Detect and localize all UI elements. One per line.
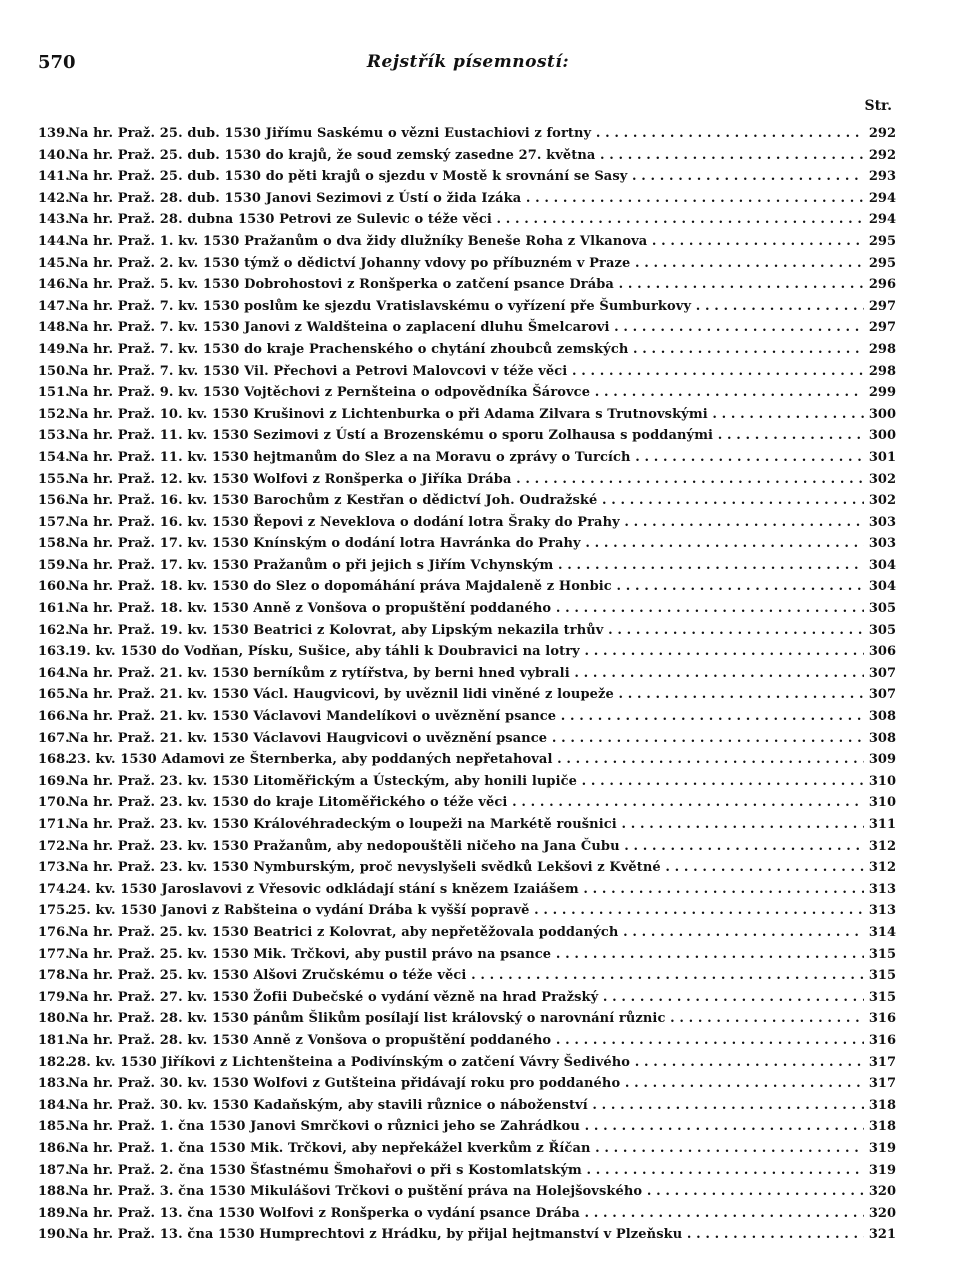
entry-description: Na hr. Praž. 28. dubna 1530 Petrovi ze Sulevic o téže věci . . . <box>68 209 864 231</box>
entry-description: Na hr. Praž. 25. kv. 1530 Mik. Trčkovi, aby pustil právo na psance . . . <box>68 944 864 966</box>
list-item <box>38 533 896 555</box>
entry-description: Na hr. Praž. 13. čna 1530 Wolfovi z Ronšperka o vydání psance Drába . . . <box>68 1203 864 1225</box>
list-item <box>38 166 896 188</box>
list-item <box>38 965 896 987</box>
entry-number: 187. <box>38 1162 70 1178</box>
entry-page: 302 <box>868 493 896 509</box>
entry-number: 150. <box>38 363 70 379</box>
entry-description: 24. kv. 1530 Jaroslavovi z Vřesovic odkládají stání s knězem Izaiášem . . . <box>68 879 864 901</box>
entry-number: 180. <box>38 1011 70 1027</box>
list-item <box>38 555 896 577</box>
entry-number: 162. <box>38 622 70 638</box>
entry-number: 155. <box>38 471 70 487</box>
entry-number: 176. <box>38 924 70 940</box>
entry-page: 306 <box>868 644 896 660</box>
list-item <box>38 900 896 922</box>
entry-description: Na hr. Praž. 30. kv. 1530 Wolfovi z Gutšteina přidávají roku pro poddaného . . . <box>68 1073 864 1095</box>
entry-page: 310 <box>868 795 896 811</box>
entry-page: 298 <box>868 341 896 357</box>
entry-number: 181. <box>38 1032 70 1048</box>
entry-description: Na hr. Praž. 25. dub. 1530 do krajů, že soud zemský zasedne 27. května . . . <box>68 145 864 167</box>
entry-number: 184. <box>38 1097 70 1113</box>
list-item <box>38 792 896 814</box>
entry-description: Na hr. Praž. 18. kv. 1530 do Slez o dopomáhání práva Majdaleně z Honbic . . . <box>68 576 864 598</box>
entry-description: Na hr. Praž. 25. dub. 1530 do pěti krajů o sjezdu v Mostě k srovnání se Sasy . . . <box>68 166 864 188</box>
entry-number: 145. <box>38 255 70 271</box>
list-item <box>38 771 896 793</box>
entry-page: 297 <box>868 298 896 314</box>
entry-page: 304 <box>868 579 896 595</box>
entry-page: 297 <box>868 320 896 336</box>
entry-description: Na hr. Praž. 19. kv. 1530 Beatrici z Kolovrat, aby Lipským nekazila trhův . . . <box>68 620 864 642</box>
list-item <box>38 404 896 426</box>
entry-description: Na hr. Praž. 21. kv. 1530 Václavovi Haugvicovi o uvěznění psance . . . <box>68 728 864 750</box>
list-item <box>38 576 896 598</box>
entry-description: Na hr. Praž. 27. kv. 1530 Žofii Dubečské o vydání vězně na hrad Pražský . . . <box>68 987 864 1009</box>
entry-page: 294 <box>868 212 896 228</box>
entry-page: 307 <box>868 665 896 681</box>
entry-page: 317 <box>868 1076 896 1092</box>
entry-description: Na hr. Praž. 21. kv. 1530 Václavovi Mandelíkovi o uvěznění psance . . . <box>68 706 864 728</box>
entry-number: 140. <box>38 147 70 163</box>
entry-page: 319 <box>868 1140 896 1156</box>
list-item <box>38 512 896 534</box>
entry-number: 142. <box>38 190 70 206</box>
entry-page: 316 <box>868 1011 896 1027</box>
entry-description: Na hr. Praž. 10. kv. 1530 Krušinovi z Lichtenburka o při Adama Zilvara s Trutnovskými . . . <box>68 404 864 426</box>
entry-page: 315 <box>868 946 896 962</box>
entry-page: 301 <box>868 449 896 465</box>
entry-page: 313 <box>868 903 896 919</box>
entry-description: Na hr. Praž. 2. čna 1530 Šťastnému Šmohařovi o při s Kostomlatským . . . <box>68 1160 864 1182</box>
entry-number: 161. <box>38 601 70 617</box>
entry-page: 319 <box>868 1162 896 1178</box>
entry-number: 156. <box>38 493 70 509</box>
entry-number: 179. <box>38 989 70 1005</box>
list-item <box>38 469 896 491</box>
entry-description: Na hr. Praž. 25. dub. 1530 Jiřímu Saskému o vězni Eustachiovi z fortny . . . <box>68 123 864 145</box>
entry-description: Na hr. Praž. 28. dub. 1530 Janovi Sezimovi z Ústí o žida Izáka . . . <box>68 188 864 210</box>
list-item <box>38 641 896 663</box>
entry-list <box>38 123 896 1246</box>
list-item <box>38 1203 896 1225</box>
list-item <box>38 836 896 858</box>
entry-number: 152. <box>38 406 70 422</box>
entry-description: Na hr. Praž. 7. kv. 1530 do kraje Prachenského o chytání zhoubců zemských . . . <box>68 339 864 361</box>
entry-description: Na hr. Praž. 30. kv. 1530 Kadaňským, aby stavili různice o náboženství . . . <box>68 1095 864 1117</box>
entry-page: 315 <box>868 968 896 984</box>
entry-description: Na hr. Praž. 18. kv. 1530 Anně z Vonšova o propuštění poddaného . . . <box>68 598 864 620</box>
entry-number: 188. <box>38 1184 70 1200</box>
entry-page: 308 <box>868 709 896 725</box>
entry-number: 139. <box>38 126 70 141</box>
entry-number: 167. <box>38 730 70 746</box>
entry-page: 305 <box>868 601 896 617</box>
entry-page: 318 <box>868 1097 896 1113</box>
entry-page: 313 <box>868 881 896 897</box>
entry-description: Na hr. Praž. 23. kv. 1530 Královéhradeckým o loupeži na Markétě roušnici . . . <box>68 814 864 836</box>
entry-page: 318 <box>868 1119 896 1135</box>
entry-number: 173. <box>38 860 70 876</box>
entry-number: 186. <box>38 1140 70 1156</box>
entry-description: Na hr. Praž. 11. kv. 1530 Sezimovi z Ústí a Brozenskému o sporu Zolhausa s poddanými . . . <box>68 425 864 447</box>
entry-page: 299 <box>868 385 896 401</box>
entry-page: 304 <box>868 557 896 573</box>
list-item <box>38 1116 896 1138</box>
entry-description: Na hr. Praž. 21. kv. 1530 berníkům z rytířstva, by berni hned vybrali . . . <box>68 663 864 685</box>
entry-description: 25. kv. 1530 Janovi z Rabšteina o vydání Drába k vyšší popravě . . . <box>68 900 864 922</box>
entry-description: Na hr. Praž. 17. kv. 1530 Knínským o dodání lotra Havránka do Prahy . . . <box>68 533 864 555</box>
entry-number: 153. <box>38 428 70 444</box>
entry-description: Na hr. Praž. 12. kv. 1530 Wolfovi z Ronšperka o Jiříka Drába . . . <box>68 469 864 491</box>
entry-description: Na hr. Praž. 25. kv. 1530 Alšovi Zručskému o téže věci . . . <box>68 965 864 987</box>
entry-page: 307 <box>868 687 896 703</box>
entry-description: Na hr. Praž. 1. čna 1530 Mik. Trčkovi, aby nepřekážel kverkům z Říčan . . . <box>68 1138 864 1160</box>
entry-page: 295 <box>868 255 896 271</box>
entry-description: Na hr. Praž. 3. čna 1530 Mikulášovi Trčkovi o puštění práva na Holejšovského . . . <box>68 1181 864 1203</box>
list-item <box>38 1052 896 1074</box>
list-item <box>38 188 896 210</box>
list-item <box>38 987 896 1009</box>
list-item <box>38 123 896 145</box>
list-item <box>38 490 896 512</box>
entry-description: Na hr. Praž. 21. kv. 1530 Václ. Haugvicovi, by uvěznil lidi viněné z loupeže . . . <box>68 684 864 706</box>
entry-number: 154. <box>38 449 70 465</box>
entry-page: 292 <box>868 126 896 141</box>
entry-description: Na hr. Praž. 13. čna 1530 Humprechtovi z Hrádku, by přijal hejtmanství v Plzeňsku . . . <box>68 1224 864 1246</box>
entry-number: 146. <box>38 277 70 293</box>
entry-number: 166. <box>38 709 70 725</box>
entry-page: 320 <box>868 1205 896 1221</box>
list-item <box>38 1138 896 1160</box>
entry-description: Na hr. Praž. 2. kv. 1530 týmž o dědictví Johanny vdovy po příbuzném v Praze . . . <box>68 253 864 275</box>
entry-number: 178. <box>38 968 70 984</box>
entry-page: 320 <box>868 1184 896 1200</box>
page-header <box>38 52 898 82</box>
entry-page: 305 <box>868 622 896 638</box>
entry-number: 149. <box>38 341 70 357</box>
entry-description: Na hr. Praž. 28. kv. 1530 pánům Šlikům posílají list královský o narovnání různic . . . <box>68 1008 864 1030</box>
list-item <box>38 1073 896 1095</box>
entry-description: Na hr. Praž. 28. kv. 1530 Anně z Vonšova o propuštění poddaného . . . <box>68 1030 864 1052</box>
entry-page: 312 <box>868 860 896 876</box>
entry-page: 302 <box>868 471 896 487</box>
entry-page: 314 <box>868 924 896 940</box>
entry-description: Na hr. Praž. 1. kv. 1530 Pražanům o dva židy dlužníky Beneše Roha z Vlkanova . . . <box>68 231 864 253</box>
list-item <box>38 382 896 404</box>
list-item <box>38 339 896 361</box>
entry-number: 177. <box>38 946 70 962</box>
entry-page: 309 <box>868 752 896 768</box>
entry-number: 143. <box>38 212 70 228</box>
entry-number: 141. <box>38 169 70 185</box>
entry-page: 311 <box>868 817 896 832</box>
list-item <box>38 274 896 296</box>
entry-page: 294 <box>868 190 896 206</box>
entry-description: 19. kv. 1530 do Vodňan, Písku, Sušice, aby táhli k Doubravici na lotry . . . <box>68 641 864 663</box>
entry-page: 310 <box>868 773 896 789</box>
entry-page: 303 <box>868 536 896 552</box>
entry-page: 300 <box>868 428 896 444</box>
list-item <box>38 447 896 469</box>
list-item <box>38 663 896 685</box>
entry-page: 296 <box>868 277 896 293</box>
entry-number: 185. <box>38 1119 70 1135</box>
list-item <box>38 944 896 966</box>
list-item <box>38 209 896 231</box>
entry-description: Na hr. Praž. 1. čna 1530 Janovi Smrčkovi o různici jeho se Zahrádkou . . . <box>68 1116 864 1138</box>
list-item <box>38 231 896 253</box>
list-item <box>38 145 896 167</box>
entry-number: 172. <box>38 838 70 854</box>
list-item <box>38 728 896 750</box>
entry-description: Na hr. Praž. 7. kv. 1530 poslům ke sjezdu Vratislavskému o vyřízení pře Šumburkovy . . . <box>68 296 864 318</box>
entry-number: 157. <box>38 514 70 530</box>
list-item <box>38 598 896 620</box>
entry-number: 160. <box>38 579 70 595</box>
entry-description: 28. kv. 1530 Jiříkovi z Lichtenšteina a Podivínským o zatčení Vávry Šedivého . . . <box>68 1052 864 1074</box>
page-column-label: Str. <box>864 98 892 114</box>
entry-description: Na hr. Praž. 9. kv. 1530 Vojtěchovi z Pernšteina o odpovědníka Šárovce . . . <box>68 382 864 404</box>
entry-page: 293 <box>868 169 896 185</box>
page-number: 570 <box>38 52 76 73</box>
entry-page: 317 <box>868 1054 896 1070</box>
entry-number: 168. <box>38 752 70 768</box>
list-item <box>38 620 896 642</box>
entry-number: 190. <box>38 1227 70 1243</box>
entry-description: 23. kv. 1530 Adamovi ze Šternberka, aby poddaných nepřetahoval . . . <box>68 749 864 771</box>
list-item <box>38 253 896 275</box>
list-item <box>38 706 896 728</box>
entry-description: Na hr. Praž. 23. kv. 1530 do kraje Litoměřického o téže věci . . . <box>68 792 864 814</box>
entry-number: 170. <box>38 795 70 811</box>
list-item <box>38 749 896 771</box>
entry-page: 312 <box>868 838 896 854</box>
list-item <box>38 1160 896 1182</box>
page-title: Rejstřík písemností: <box>366 52 570 72</box>
entry-page: 321 <box>868 1227 896 1243</box>
entry-number: 163. <box>38 644 70 660</box>
list-item <box>38 684 896 706</box>
list-item <box>38 1181 896 1203</box>
entry-number: 182. <box>38 1054 70 1070</box>
entry-number: 174. <box>38 881 70 897</box>
entry-page: 303 <box>868 514 896 530</box>
entry-number: 183. <box>38 1076 70 1092</box>
entry-number: 144. <box>38 233 70 249</box>
list-item <box>38 1224 896 1246</box>
entry-description: Na hr. Praž. 5. kv. 1530 Dobrohostovi z Ronšperka o zatčení psance Drába . . . <box>68 274 864 296</box>
list-item <box>38 814 896 836</box>
list-item <box>38 317 896 339</box>
entry-description: Na hr. Praž. 17. kv. 1530 Pražanům o při jejich s Jiřím Vchynským . . . <box>68 555 864 577</box>
list-item <box>38 296 896 318</box>
list-item <box>38 857 896 879</box>
entry-description: Na hr. Praž. 23. kv. 1530 Pražanům, aby nedopouštěli ničeho na Jana Čubu . . . <box>68 836 864 858</box>
entry-number: 165. <box>38 687 70 703</box>
entry-page: 298 <box>868 363 896 379</box>
list-item <box>38 922 896 944</box>
entry-page: 295 <box>868 233 896 249</box>
entry-page: 316 <box>868 1032 896 1048</box>
entry-description: Na hr. Praž. 16. kv. 1530 Řepovi z Neveklova o dodání lotra Šraky do Prahy . . . <box>68 512 864 534</box>
list-item <box>38 425 896 447</box>
entry-number: 189. <box>38 1205 70 1221</box>
entry-page: 300 <box>868 406 896 422</box>
entry-description: Na hr. Praž. 7. kv. 1530 Vil. Přechovi a Petrovi Malovcovi v téže věci . . . <box>68 361 864 383</box>
entry-number: 148. <box>38 320 70 336</box>
entry-description: Na hr. Praž. 25. kv. 1530 Beatrici z Kolovrat, aby nepřetěžovala poddaných . . . <box>68 922 864 944</box>
entry-number: 169. <box>38 773 70 789</box>
list-item <box>38 1008 896 1030</box>
entry-page: 315 <box>868 989 896 1005</box>
entry-description: Na hr. Praž. 23. kv. 1530 Litoměřickým a Ústeckým, aby honili lupiče . . . <box>68 771 864 793</box>
list-item <box>38 1030 896 1052</box>
list-item <box>38 1095 896 1117</box>
entry-description: Na hr. Praž. 11. kv. 1530 hejtmanům do Slez a na Moravu o zprávy o Turcích . . . <box>68 447 864 469</box>
entry-description: Na hr. Praž. 7. kv. 1530 Janovi z Waldšteina o zaplacení dluhu Šmelcarovi . . . <box>68 317 864 339</box>
list-item <box>38 361 896 383</box>
entry-number: 175. <box>38 903 70 919</box>
list-item <box>38 879 896 901</box>
entry-number: 159. <box>38 557 70 573</box>
entry-number: 171. <box>38 817 70 832</box>
entry-number: 164. <box>38 665 70 681</box>
entry-description: Na hr. Praž. 23. kv. 1530 Nymburským, proč nevyslyšeli svědků Lekšovi z Květné . . . <box>68 857 864 879</box>
entry-number: 158. <box>38 536 70 552</box>
entry-number: 151. <box>38 385 70 401</box>
entry-description: Na hr. Praž. 16. kv. 1530 Barochům z Kestřan o dědictví Joh. Oudražské . . . <box>68 490 864 512</box>
entry-number: 147. <box>38 298 70 314</box>
entry-page: 292 <box>868 147 896 163</box>
entry-page: 308 <box>868 730 896 746</box>
